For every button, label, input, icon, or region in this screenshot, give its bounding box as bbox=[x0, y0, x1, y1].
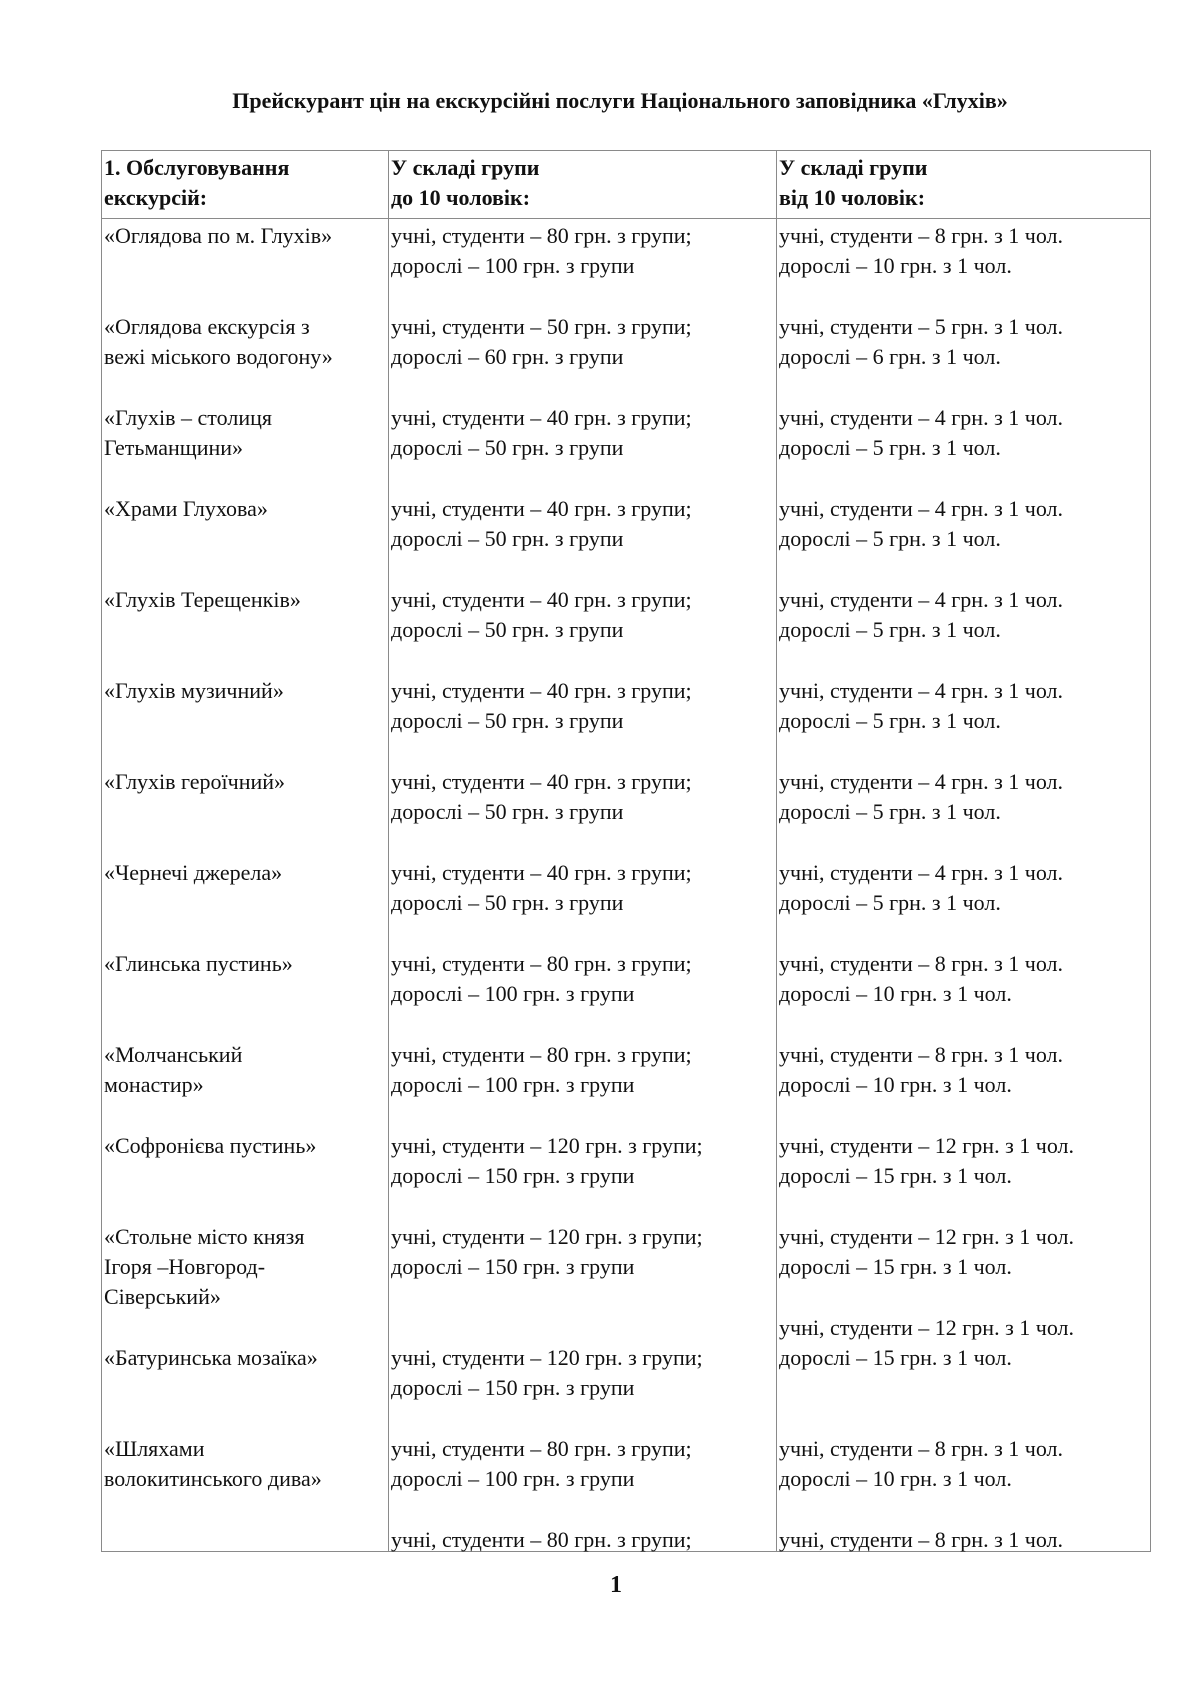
column-divider bbox=[388, 151, 389, 1551]
small-group-price bbox=[391, 676, 776, 736]
cell-line: учні, студенти – 120 грн. з групи; bbox=[391, 1133, 703, 1158]
cell-line: дорослі – 10 грн. з 1 чол. bbox=[779, 1466, 1012, 1491]
small-group-price bbox=[391, 1434, 776, 1494]
header-line: 1. Обслуговування bbox=[104, 155, 290, 180]
cell-line: «Глухів музичний» bbox=[104, 678, 284, 703]
price-table bbox=[101, 150, 1151, 1552]
header-large-group bbox=[779, 153, 1149, 213]
cell-line: учні, студенти – 8 грн. з 1 чол. bbox=[779, 223, 1064, 248]
header-line: до 10 чоловік: bbox=[391, 185, 531, 210]
large-group-price bbox=[779, 1313, 1149, 1373]
large-group-price bbox=[779, 676, 1149, 736]
cell-line: дорослі – 5 грн. з 1 чол. bbox=[779, 526, 1001, 551]
cell-line: дорослі – 5 грн. з 1 чол. bbox=[779, 435, 1001, 460]
cell-line: учні, студенти – 40 грн. з групи; bbox=[391, 678, 692, 703]
cell-line: дорослі – 15 грн. з 1 чол. bbox=[779, 1345, 1012, 1370]
cell-line: учні, студенти – 5 грн. з 1 чол. bbox=[779, 314, 1064, 339]
large-group-price bbox=[779, 1434, 1149, 1494]
cell-line: дорослі – 100 грн. з групи bbox=[391, 253, 635, 278]
cell-line: дорослі – 50 грн. з групи bbox=[391, 708, 624, 733]
large-group-price bbox=[779, 221, 1149, 281]
cell-line: Гетьманщини» bbox=[104, 435, 244, 460]
cell-line: монастир» bbox=[104, 1072, 204, 1097]
column-divider bbox=[776, 151, 777, 1551]
cell-line: дорослі – 10 грн. з 1 чол. bbox=[779, 981, 1012, 1006]
excursion-name bbox=[104, 312, 384, 372]
small-group-price bbox=[391, 585, 776, 645]
cell-line: учні, студенти – 12 грн. з 1 чол. bbox=[779, 1315, 1075, 1340]
cell-line: «Чернечі джерела» bbox=[104, 860, 283, 885]
large-group-price bbox=[779, 858, 1149, 918]
cell-line: дорослі – 5 грн. з 1 чол. bbox=[779, 617, 1001, 642]
cell-line: учні, студенти – 50 грн. з групи; bbox=[391, 314, 692, 339]
cell-line: учні, студенти – 4 грн. з 1 чол. bbox=[779, 860, 1064, 885]
excursion-name bbox=[104, 1131, 384, 1161]
excursion-name bbox=[104, 767, 384, 797]
cell-line: учні, студенти – 4 грн. з 1 чол. bbox=[779, 496, 1064, 521]
header-excursion bbox=[104, 153, 384, 213]
cell-line: дорослі – 50 грн. з групи bbox=[391, 799, 624, 824]
small-group-price bbox=[391, 858, 776, 918]
cell-line: дорослі – 10 грн. з 1 чол. bbox=[779, 253, 1012, 278]
cell-line: дорослі – 50 грн. з групи bbox=[391, 617, 624, 642]
cell-line: учні, студенти – 4 грн. з 1 чол. bbox=[779, 769, 1064, 794]
cell-line: «Оглядова по м. Глухів» bbox=[104, 223, 333, 248]
cell-line: «Глухів Терещенків» bbox=[104, 587, 301, 612]
cell-line: дорослі – 50 грн. з групи bbox=[391, 526, 624, 551]
cell-line: дорослі – 150 грн. з групи bbox=[391, 1254, 635, 1279]
excursion-name bbox=[104, 1343, 384, 1373]
large-group-price bbox=[779, 1222, 1149, 1282]
small-group-price bbox=[391, 1040, 776, 1100]
header-divider bbox=[102, 218, 1150, 219]
cell-line: учні, студенти – 80 грн. з групи; bbox=[391, 1436, 692, 1461]
header-line: У складі групи bbox=[391, 155, 540, 180]
small-group-price bbox=[391, 1131, 776, 1191]
small-group-price bbox=[391, 1343, 776, 1403]
cell-line: учні, студенти – 80 грн. з групи; bbox=[391, 1527, 692, 1552]
cell-line: «Глухів – столиця bbox=[104, 405, 272, 430]
excursion-name bbox=[104, 949, 384, 979]
cell-line: дорослі – 10 грн. з 1 чол. bbox=[779, 1072, 1012, 1097]
cell-line: волокитинського дива» bbox=[104, 1466, 322, 1491]
excursion-name bbox=[104, 858, 384, 888]
cell-line: дорослі – 100 грн. з групи bbox=[391, 1072, 635, 1097]
cell-line: учні, студенти – 12 грн. з 1 чол. bbox=[779, 1224, 1075, 1249]
cell-line: учні, студенти – 8 грн. з 1 чол. bbox=[779, 951, 1064, 976]
cell-line: учні, студенти – 80 грн. з групи; bbox=[391, 223, 692, 248]
cell-line: учні, студенти – 40 грн. з групи; bbox=[391, 496, 692, 521]
cell-line: учні, студенти – 4 грн. з 1 чол. bbox=[779, 405, 1064, 430]
cell-line: вежі міського водогону» bbox=[104, 344, 333, 369]
cell-line: учні, студенти – 120 грн. з групи; bbox=[391, 1224, 703, 1249]
cell-line: учні, студенти – 80 грн. з групи; bbox=[391, 1042, 692, 1067]
cell-line: «Глухів героїчний» bbox=[104, 769, 286, 794]
cell-line: «Оглядова екскурсія з bbox=[104, 314, 310, 339]
header-line: У складі групи bbox=[779, 155, 928, 180]
document-title: Прейскурант цін на екскурсійні послуги Національного заповідника «Глухів» bbox=[232, 88, 1008, 113]
large-group-price bbox=[779, 1131, 1149, 1191]
cell-line: учні, студенти – 40 грн. з групи; bbox=[391, 769, 692, 794]
cell-line: дорослі – 100 грн. з групи bbox=[391, 1466, 635, 1491]
small-group-price bbox=[391, 494, 776, 554]
small-group-price bbox=[391, 767, 776, 827]
large-group-price bbox=[779, 1040, 1149, 1100]
cell-line: дорослі – 5 грн. з 1 чол. bbox=[779, 799, 1001, 824]
small-group-price bbox=[391, 221, 776, 281]
large-group-price bbox=[779, 403, 1149, 463]
large-group-price bbox=[779, 767, 1149, 827]
cell-line: дорослі – 6 грн. з 1 чол. bbox=[779, 344, 1001, 369]
excursion-name bbox=[104, 1222, 384, 1312]
cell-line: дорослі – 15 грн. з 1 чол. bbox=[779, 1254, 1012, 1279]
excursion-name bbox=[104, 221, 384, 251]
header-line: від 10 чоловік: bbox=[779, 185, 926, 210]
cell-line: учні, студенти – 4 грн. з 1 чол. bbox=[779, 678, 1064, 703]
cell-line: дорослі – 60 грн. з групи bbox=[391, 344, 624, 369]
excursion-name bbox=[104, 1434, 384, 1494]
cell-line: учні, студенти – 8 грн. з 1 чол. bbox=[779, 1436, 1064, 1461]
cell-line: «Глинська пустинь» bbox=[104, 951, 293, 976]
cell-line: дорослі – 150 грн. з групи bbox=[391, 1163, 635, 1188]
excursion-name bbox=[104, 494, 384, 524]
cell-line: «Стольне місто князя bbox=[104, 1224, 305, 1249]
cell-line: дорослі – 150 грн. з групи bbox=[391, 1375, 635, 1400]
large-group-price bbox=[779, 312, 1149, 372]
cell-line: «Софронієва пустинь» bbox=[104, 1133, 317, 1158]
cell-line: учні, студенти – 8 грн. з 1 чол. bbox=[779, 1527, 1064, 1552]
excursion-name bbox=[104, 676, 384, 706]
large-group-price bbox=[779, 949, 1149, 1009]
cell-line: учні, студенти – 40 грн. з групи; bbox=[391, 587, 692, 612]
large-group-price bbox=[779, 585, 1149, 645]
cell-line: учні, студенти – 12 грн. з 1 чол. bbox=[779, 1133, 1075, 1158]
cell-line: учні, студенти – 80 грн. з групи; bbox=[391, 951, 692, 976]
header-small-group bbox=[391, 153, 776, 213]
cell-line: Ігоря –Новгород- bbox=[104, 1254, 266, 1279]
cell-line: учні, студенти – 40 грн. з групи; bbox=[391, 860, 692, 885]
cell-line: дорослі – 15 грн. з 1 чол. bbox=[779, 1163, 1012, 1188]
small-group-price bbox=[391, 949, 776, 1009]
small-group-price bbox=[391, 1222, 776, 1282]
cell-line: учні, студенти – 4 грн. з 1 чол. bbox=[779, 587, 1064, 612]
large-group-price bbox=[779, 494, 1149, 554]
cell-line: учні, студенти – 8 грн. з 1 чол. bbox=[779, 1042, 1064, 1067]
cell-line: дорослі – 100 грн. з групи bbox=[391, 981, 635, 1006]
cell-line: учні, студенти – 120 грн. з групи; bbox=[391, 1345, 703, 1370]
excursion-name bbox=[104, 403, 384, 463]
cell-line: учні, студенти – 40 грн. з групи; bbox=[391, 405, 692, 430]
header-line: екскурсій: bbox=[104, 185, 208, 210]
excursion-name bbox=[104, 1040, 384, 1100]
page-number: 1 bbox=[610, 1572, 622, 1598]
cell-line: «Батуринська мозаїка» bbox=[104, 1345, 318, 1370]
cell-line: дорослі – 5 грн. з 1 чол. bbox=[779, 708, 1001, 733]
small-group-price bbox=[391, 312, 776, 372]
excursion-name bbox=[104, 585, 384, 615]
cell-line: «Молчанський bbox=[104, 1042, 243, 1067]
small-group-price bbox=[391, 403, 776, 463]
cell-line: «Храми Глухова» bbox=[104, 496, 268, 521]
small-group-price bbox=[391, 1525, 776, 1555]
large-group-price bbox=[779, 1525, 1149, 1555]
cell-line: Сіверський» bbox=[104, 1284, 221, 1309]
cell-line: дорослі – 50 грн. з групи bbox=[391, 435, 624, 460]
cell-line: дорослі – 50 грн. з групи bbox=[391, 890, 624, 915]
cell-line: дорослі – 5 грн. з 1 чол. bbox=[779, 890, 1001, 915]
cell-line: «Шляхами bbox=[104, 1436, 205, 1461]
